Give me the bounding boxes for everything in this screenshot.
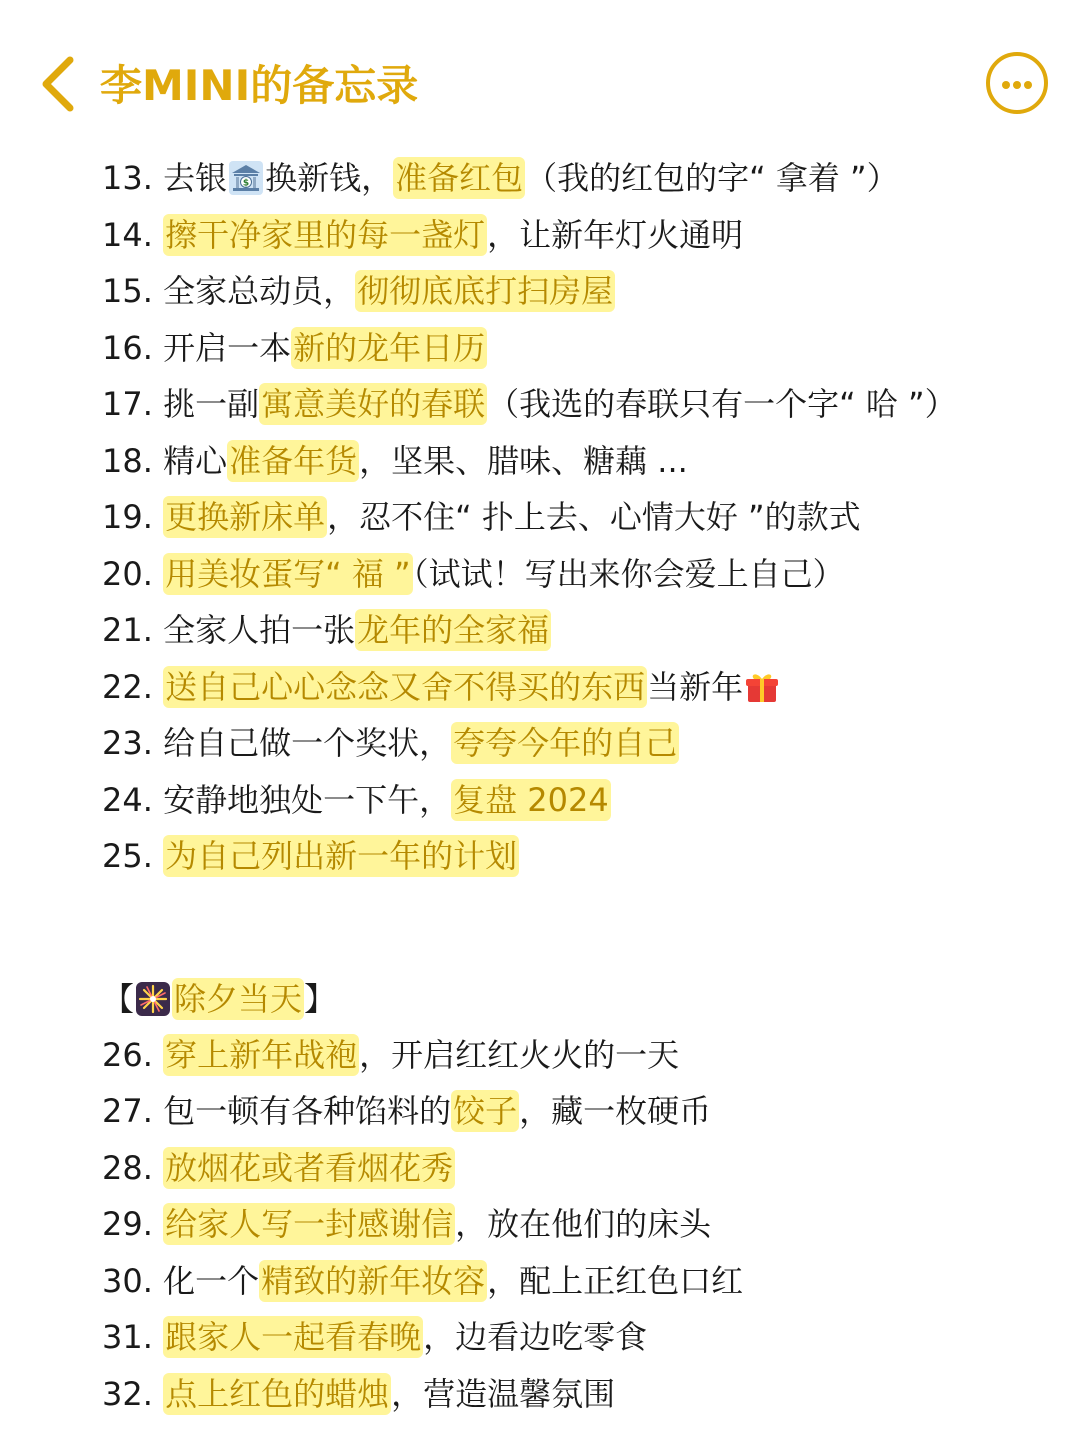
- item-highlight: 精致的新年妆容: [261, 1261, 486, 1300]
- item-number: 17.: [102, 385, 153, 423]
- more-icon-dot: [1013, 81, 1021, 89]
- item-highlight: 送自己心心念念又舍不得买的东西: [165, 667, 646, 706]
- list-item: [102, 1027, 1062, 1084]
- item-number: 16.: [102, 328, 153, 367]
- list-item: [102, 602, 1062, 659]
- item-text: 化一个: [163, 1261, 260, 1300]
- memo-content: [102, 150, 1062, 1422]
- list-item: [102, 320, 1062, 377]
- list-item: [102, 433, 1062, 490]
- item-highlight: 彻彻底底打扫房屋: [357, 272, 614, 310]
- section-bracket-close: 】: [304, 979, 337, 1018]
- item-number: 23.: [102, 724, 153, 762]
- list-item: [102, 772, 1062, 829]
- item-highlight: 准备红包: [395, 159, 524, 197]
- item-text: 全家总动员，: [163, 272, 356, 310]
- chevron-left-icon: [34, 52, 84, 116]
- more-options-button[interactable]: [986, 52, 1048, 114]
- item-highlight: 给家人写一封感谢信: [165, 1205, 454, 1243]
- list-item: [102, 263, 1062, 320]
- gift-icon: [745, 670, 779, 704]
- item-highlight: 饺子: [453, 1092, 518, 1130]
- spacer: [102, 885, 1062, 971]
- item-highlight: 准备年货: [229, 441, 358, 480]
- more-icon-dot: [1024, 81, 1032, 89]
- item-number: 21.: [102, 611, 153, 649]
- item-text: ，边看边吃零食: [423, 1318, 648, 1356]
- list-item: [102, 489, 1062, 546]
- list-item: [102, 1083, 1062, 1140]
- fireworks-icon: [136, 982, 170, 1016]
- item-number: 27.: [102, 1092, 153, 1130]
- item-text: ，配上正红色口红: [487, 1261, 744, 1300]
- item-highlight: 为自己列出新一年的计划: [165, 837, 518, 875]
- section-heading: [102, 971, 1062, 1027]
- list-item: [102, 828, 1062, 885]
- item-highlight: 更换新床单: [165, 498, 326, 536]
- item-number: 30.: [102, 1261, 153, 1300]
- section-label: 除夕当天: [174, 979, 303, 1018]
- item-text: 精心: [163, 441, 228, 480]
- item-text: ，让新年灯火通明: [487, 215, 744, 254]
- list-item: [102, 1140, 1062, 1197]
- item-highlight: 点上红色的蜡烛: [165, 1374, 390, 1413]
- list-item: [102, 376, 1062, 433]
- todo-list-eve: [102, 1027, 1062, 1423]
- item-number: 32.: [102, 1374, 153, 1413]
- item-highlight: 擦干净家里的每一盏灯: [165, 215, 486, 254]
- item-number: 19.: [102, 498, 153, 536]
- item-highlight: 夸夸今年的自己: [453, 724, 678, 762]
- item-highlight: 用美妆蛋写“ 福 ”: [165, 554, 411, 593]
- item-number: 26.: [102, 1035, 153, 1074]
- item-highlight: 寓意美好的春联: [261, 385, 486, 423]
- item-number: 29.: [102, 1205, 153, 1243]
- item-number: 31.: [102, 1318, 153, 1356]
- item-number: 13.: [102, 159, 153, 197]
- list-item: [102, 150, 1062, 207]
- item-number: 25.: [102, 837, 153, 875]
- item-text: 包一顿有各种馅料的: [163, 1092, 452, 1130]
- item-highlight: 新的龙年日历: [293, 328, 486, 367]
- list-item: [102, 1309, 1062, 1366]
- item-text: 换新钱，: [265, 159, 394, 197]
- item-text: 开启一本: [163, 328, 292, 367]
- list-item: [102, 1196, 1062, 1253]
- item-text: （我的红包的字“ 拿着 ”）: [525, 159, 899, 197]
- item-text: （试试！写出来你会爱上自己）: [412, 554, 845, 593]
- todo-list: [102, 150, 1062, 885]
- page-title: 李MINI的备忘录: [100, 61, 419, 110]
- item-text: 当新年: [647, 667, 744, 706]
- item-text: 去银: [163, 159, 228, 197]
- item-highlight: 穿上新年战袍: [165, 1035, 358, 1074]
- item-number: 15.: [102, 272, 153, 310]
- more-icon: [1002, 81, 1010, 89]
- item-text: ，藏一枚硬币: [519, 1092, 712, 1130]
- back-button[interactable]: [34, 52, 84, 116]
- item-text: 安静地独处一下午，: [163, 780, 452, 819]
- item-number: 24.: [102, 780, 153, 819]
- item-text: ，营造温馨氛围: [391, 1374, 616, 1413]
- bank-icon: [229, 161, 263, 195]
- svg-text:$: $: [242, 178, 250, 189]
- list-item: [102, 546, 1062, 603]
- list-item: [102, 207, 1062, 264]
- item-text: （我选的春联只有一个字“ 哈 ”）: [487, 385, 957, 423]
- item-number: 28.: [102, 1148, 153, 1187]
- item-number: 18.: [102, 441, 153, 480]
- item-highlight: 放烟花或者看烟花秀: [165, 1148, 454, 1187]
- item-highlight: 复盘 2024: [453, 780, 609, 819]
- item-text: ，放在他们的床头: [455, 1205, 712, 1243]
- item-number: 22.: [102, 667, 153, 706]
- item-highlight: 跟家人一起看春晚: [165, 1318, 422, 1356]
- list-item: [102, 1253, 1062, 1310]
- item-text: 给自己做一个奖状，: [163, 724, 452, 762]
- item-text: 全家人拍一张: [163, 611, 356, 649]
- list-item: [102, 659, 1062, 716]
- item-highlight: 龙年的全家福: [357, 611, 550, 649]
- item-number: 14.: [102, 215, 153, 254]
- list-item: [102, 1366, 1062, 1423]
- item-text: 挑一副: [163, 385, 260, 423]
- item-text: ，坚果、腊味、糖藕 ...: [359, 441, 688, 480]
- section-bracket-open: 【: [102, 979, 135, 1018]
- header: [0, 0, 1080, 150]
- item-text: ，开启红红火火的一天: [359, 1035, 680, 1074]
- item-text: ，忍不住“ 扑上去、心情大好 ”的款式: [327, 498, 861, 536]
- item-number: 20.: [102, 554, 153, 593]
- list-item: [102, 715, 1062, 772]
